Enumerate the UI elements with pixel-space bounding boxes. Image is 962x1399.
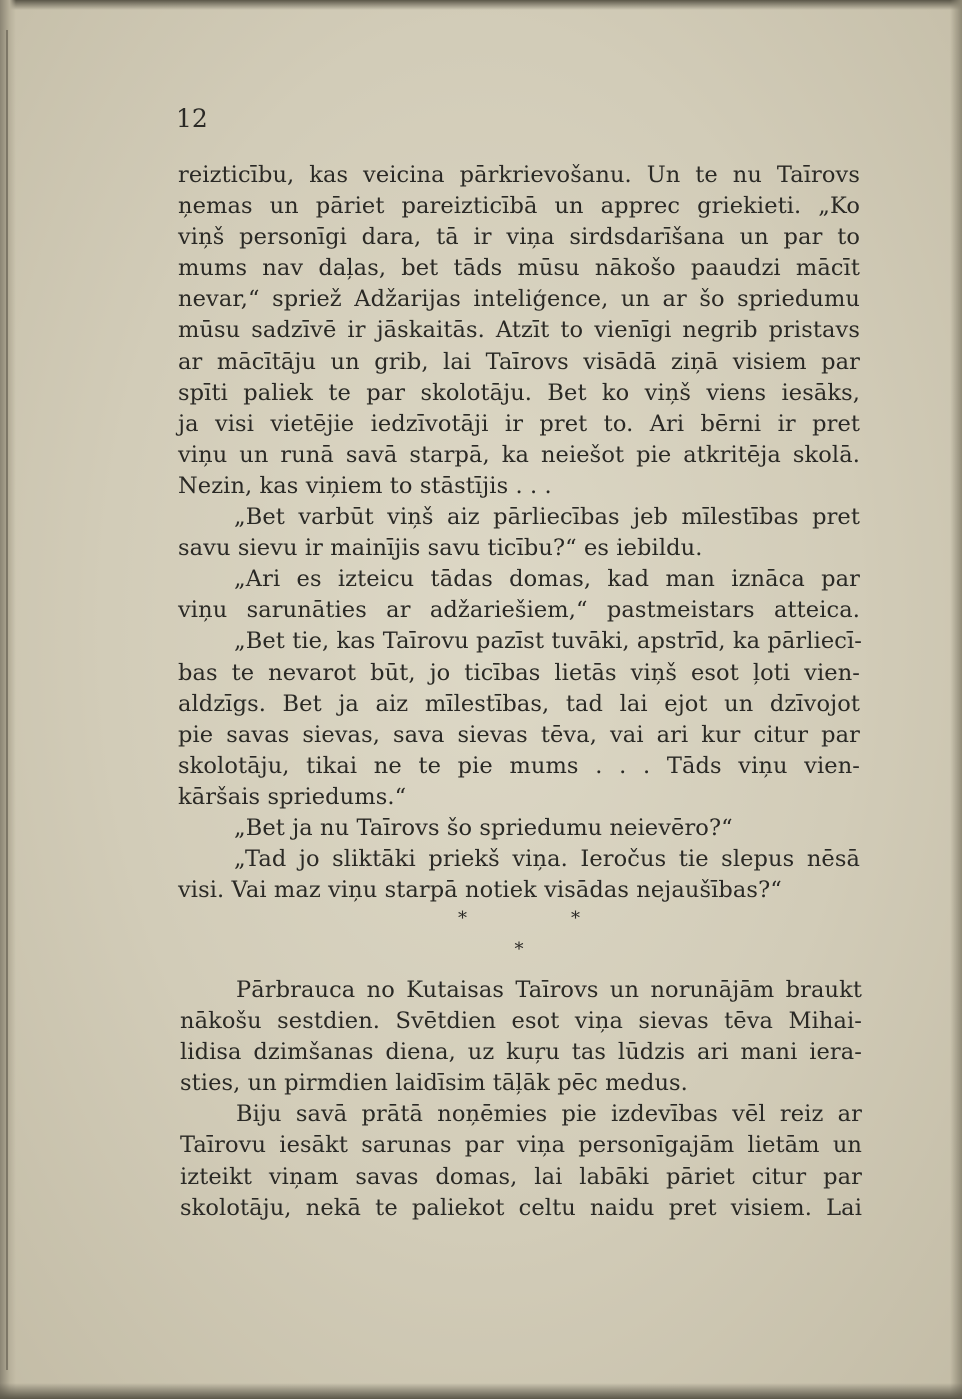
page-number: 12	[176, 104, 208, 133]
text-line: savu sievu ir mainījis savu ticību?“ es iebildu.	[178, 535, 703, 562]
section-break-stars	[178, 939, 860, 960]
text-line: ja visi vietējie iedzīvotāji ir pret to. Ari bērni ir pret	[178, 410, 860, 437]
text-line: „Bet tie, kas Taīrovu pazīst tuvāki, apstrīd, ka pārliecī-	[234, 628, 862, 655]
asterisk: *	[514, 939, 524, 960]
text-line: spīti paliek te par skolotāju. Bet ko viņš viens iesāks,	[178, 379, 860, 406]
text-line: viņu sarunāties ar adžariešiem,“ pastmeistars atteica.	[178, 597, 860, 624]
text-line: skolotāju, nekā te paliekot celtu naidu pret visiem. Lai	[180, 1194, 862, 1221]
text-line: izteikt viņam savas domas, lai labāki pāriet citur par	[180, 1163, 862, 1190]
text-line: mūsu sadzīvē ir jāskaitās. Atzīt to vienīgi negrib pristavs	[178, 317, 860, 344]
section-break-stars	[178, 908, 860, 929]
text-line: visi. Vai maz viņu starpā notiek visādas nejaušības?“	[178, 877, 782, 904]
text-line: Biju savā prātā noņēmies pie izdevības vēl reiz ar	[236, 1101, 862, 1128]
text-line: mums nav daļas, bet tāds mūsu nākošo paaudzi mācīt	[178, 255, 860, 282]
text-line: „Tad jo sliktāki priekš viņa. Ieročus tie slepus nēsā	[234, 846, 860, 873]
text-line: viņš personīgi dara, tā ir viņa sirdsdarīšana un par to	[178, 224, 860, 251]
asterisk: *	[458, 908, 467, 929]
text-line: sties, un pirmdien laidīsim tāļāk pēc medus.	[180, 1070, 688, 1097]
text-line: viņu un runā savā starpā, ka neiešot pie atkritēja skolā.	[178, 441, 860, 468]
text-line: Taīrovu iesākt sarunas par viņa personīgajām lietām un	[180, 1132, 862, 1159]
binding-shadow	[6, 30, 8, 1370]
asterisk: *	[571, 908, 580, 929]
text-line: reizticību, kas veicina pārkrievošanu. Un te nu Taīrovs	[178, 162, 860, 188]
text-line: „Ari es izteicu tādas domas, kad man iznāca par	[234, 566, 860, 593]
text-line: nevar,“ spriež Adžarijas inteliģence, un ar šo spriedumu	[178, 286, 860, 313]
page-right-edge	[950, 0, 962, 1399]
body-text-block-b	[180, 975, 862, 1224]
text-line: „Bet ja nu Taīrovs šo spriedumu neievēro?“	[234, 814, 733, 841]
text-line: pie savas sievas, sava sievas tēva, vai ari kur citur par	[178, 721, 860, 748]
page-top-edge	[0, 0, 962, 10]
text-line: kāršais spriedums.“	[178, 783, 407, 810]
text-line: bas te nevarot būt, jo ticības lietās viņš esot ļoti vien-	[178, 659, 860, 686]
page-bottom-edge	[0, 1383, 962, 1399]
page-left-edge	[0, 0, 16, 1399]
text-line: lidisa dzimšanas diena, uz kuŗu tas lūdzis ari mani iera-	[180, 1039, 862, 1066]
text-line: aldzīgs. Bet ja aiz mīlestības, tad lai ejot un dzīvojot	[178, 690, 860, 717]
text-line: Pārbrauca no Kutaisas Taīrovs un norunājām braukt	[236, 977, 862, 1003]
text-line: Nezin, kas viņiem to stāstījis . . .	[178, 472, 552, 499]
text-line: ņemas un pāriet pareizticībā un apprec griekieti. „Ko	[178, 193, 860, 220]
body-text-block-a	[178, 160, 860, 906]
text-line: skolotāju, tikai ne te pie mums . . . Tāds viņu vien-	[178, 752, 860, 779]
text-line: ar mācītāju un grib, lai Taīrovs visādā ziņā visiem par	[178, 348, 860, 375]
text-line: nākošu sestdien. Svētdien esot viņa sievas tēva Mihai-	[180, 1008, 862, 1035]
text-line: „Bet varbūt viņš aiz pārliecības jeb mīlestības pret	[234, 504, 860, 531]
